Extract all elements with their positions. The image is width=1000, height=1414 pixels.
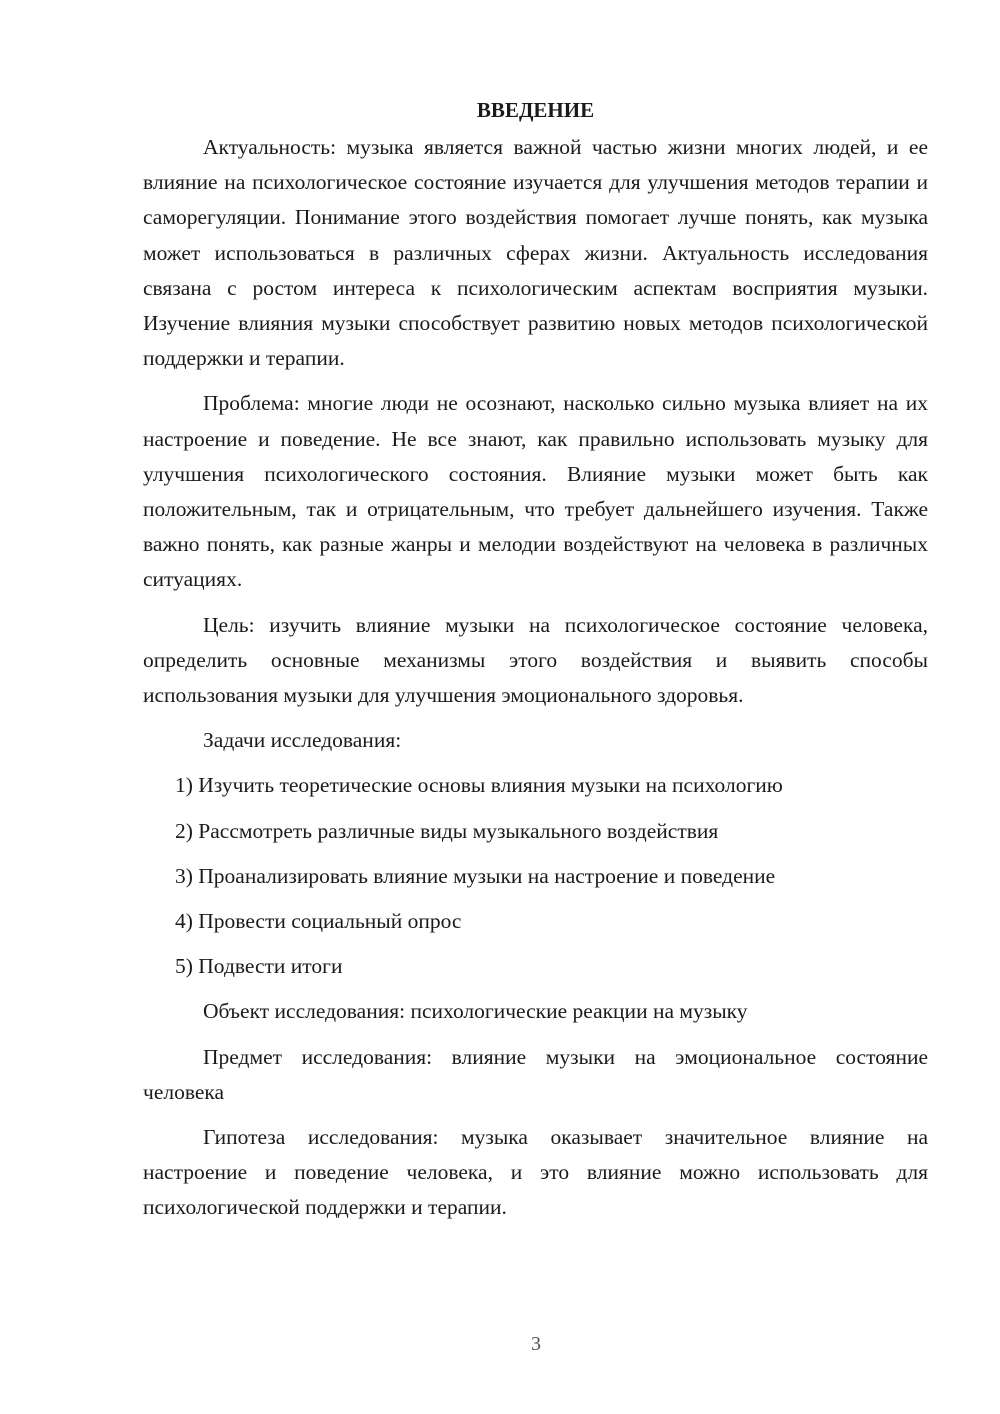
goal-paragraph: Цель: изучить влияние музыки на психологическое состояние человека, определить основные механизмы этого воздействия и выявить способы использования музыки для улучшения эмоционального здоровья. <box>143 612 928 708</box>
hypothesis-paragraph: Гипотеза исследования: музыка оказывает значительное влияние на настроение и поведение человека, и это влияние можно использовать для психологической поддержки и терапии. <box>143 1125 928 1220</box>
task-item: 3) Проанализировать влияние музыки на настроение и поведение <box>175 863 776 888</box>
document-page <box>143 95 928 1236</box>
object-paragraph: Объект исследования: психологические реакции на музыку <box>203 999 748 1024</box>
task-item: 2) Рассмотреть различные виды музыкального воздействия <box>175 818 719 843</box>
tasks-heading: Задачи исследования: <box>203 728 402 753</box>
relevance-paragraph: Актуальность: музыка является важной частью жизни многих людей, и ее влияние на психологическое состояние изучается для улучшения методов терапии и саморегуляции. Понимание этого воздействия помогает лучше понять, как музыка может использоваться в различных сферах жизни. Актуальность исследования связана с ростом интереса к психологическим аспектам восприятия музыки. Изучение влияния музыки способствует развитию новых методов психологической поддержки и терапии. <box>143 135 928 371</box>
page-number: 3 <box>531 1333 541 1355</box>
problem-paragraph: Проблема: многие люди не осознают, насколько сильно музыка влияет на их настроение и поведение. Не все знают, как правильно использовать музыку для улучшения психологического состояния. Влияние музыки может быть как положительным, так и отрицательным, что требует дальнейшего изучения. Также важно понять, как разные жанры и мелодии воздействуют на человека в различных ситуациях. <box>143 391 928 592</box>
tasks-list <box>143 768 928 984</box>
task-item: 4) Провести социальный опрос <box>175 909 462 934</box>
section-title: ВВЕДЕНИЕ <box>476 98 595 122</box>
task-item: 1) Изучить теоретические основы влияния музыки на психологию <box>175 773 783 798</box>
task-item: 5) Подвести итоги <box>175 954 343 979</box>
subject-paragraph: Предмет исследования: влияние музыки на эмоциональное состояние человека <box>143 1044 928 1104</box>
